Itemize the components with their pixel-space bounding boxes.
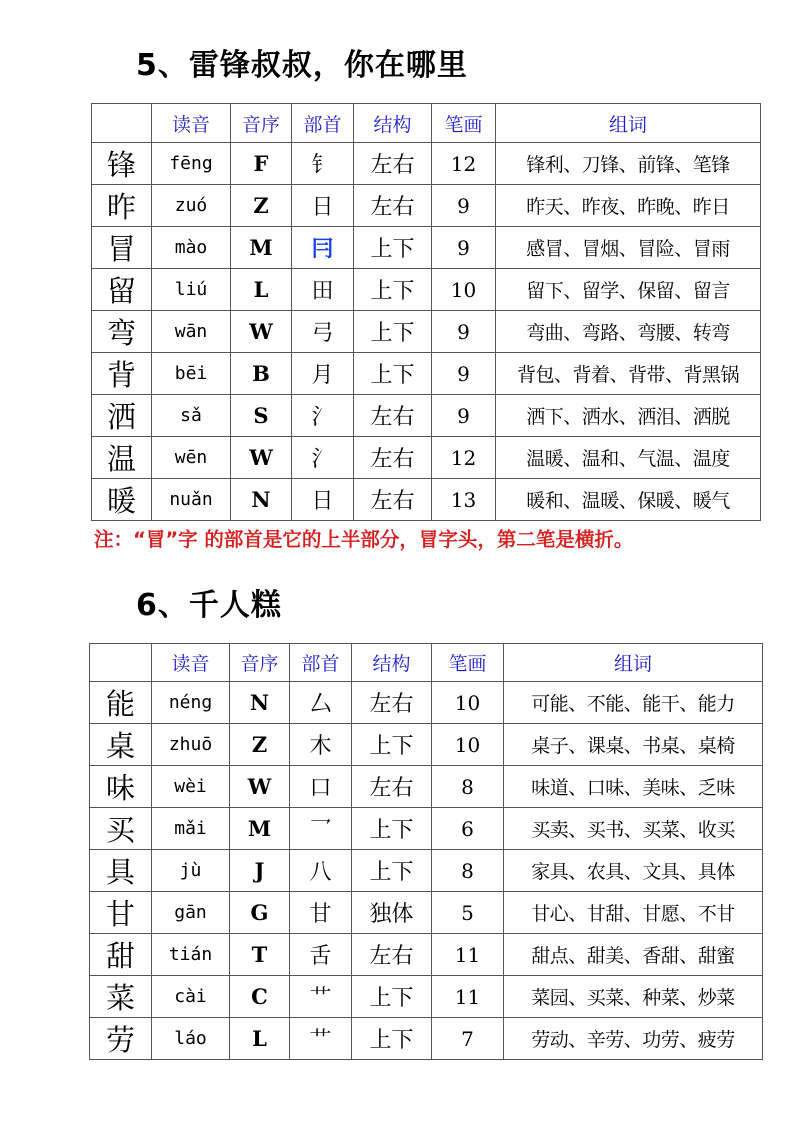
table-row [92,311,761,353]
structure-cell: 左右 [354,185,432,227]
strokes-cell: 13 [432,479,496,521]
character-cell: 背 [92,353,152,395]
radical-cell: 口 [290,766,352,808]
structure-cell: 左右 [354,437,432,479]
pinyin-cell: mǎi [152,808,230,850]
radical-cell: 舌 [290,934,352,976]
words-cell: 家具、农具、文具、具体 [504,850,763,892]
order-cell: Z [230,724,290,766]
section-title-leifeng: 5、雷锋叔叔，你在哪里 [136,48,468,83]
radical-cell: 艹 [290,976,352,1018]
structure-cell: 上下 [352,808,432,850]
pinyin-cell: néng [152,682,230,724]
words-cell: 洒下、洒水、洒泪、洒脱 [496,395,761,437]
table-row [90,892,763,934]
table-row [90,766,763,808]
character-cell: 能 [90,682,152,724]
radical-cell: 氵 [292,437,354,479]
radical-cell-highlighted: 冃 [292,227,354,269]
table-row [90,976,763,1018]
order-cell: T [230,934,290,976]
table-row [90,1018,763,1060]
header-structure: 结构 [354,104,432,143]
pinyin-cell: jù [152,850,230,892]
table-header-row [92,104,761,143]
header-strokes: 笔画 [432,644,504,682]
order-cell: J [230,850,290,892]
structure-cell: 左右 [354,479,432,521]
strokes-cell: 9 [432,185,496,227]
character-cell: 买 [90,808,152,850]
structure-cell: 上下 [354,269,432,311]
table-row [90,850,763,892]
words-cell: 温暖、温和、气温、温度 [496,437,761,479]
pinyin-cell: tián [152,934,230,976]
order-cell: M [231,227,292,269]
pinyin-cell: fēng [152,143,231,185]
structure-cell: 左右 [352,934,432,976]
radical-note: 注：“冒”字 的部首是它的上半部分，冒字头，第二笔是横折。 [94,528,634,551]
radical-cell: 日 [292,185,354,227]
pinyin-cell: wèi [152,766,230,808]
order-cell: B [231,353,292,395]
order-cell: Z [231,185,292,227]
pinyin-cell: nuǎn [152,479,231,521]
order-cell: N [230,682,290,724]
strokes-cell: 7 [432,1018,504,1060]
words-cell: 锋利、刀锋、前锋、笔锋 [496,143,761,185]
character-cell: 劳 [90,1018,152,1060]
pinyin-cell: sǎ [152,395,231,437]
order-cell: N [231,479,292,521]
order-cell: G [230,892,290,934]
strokes-cell: 12 [432,437,496,479]
words-cell: 味道、口味、美味、乏味 [504,766,763,808]
pinyin-cell: cài [152,976,230,1018]
structure-cell: 上下 [352,850,432,892]
character-cell: 洒 [92,395,152,437]
order-cell: W [230,766,290,808]
radical-cell: 八 [290,850,352,892]
header-pinyin: 读音 [152,644,230,682]
words-cell: 留下、留学、保留、留言 [496,269,761,311]
pinyin-cell: mào [152,227,231,269]
words-cell: 菜园、买菜、种菜、炒菜 [504,976,763,1018]
words-cell: 买卖、买书、买菜、收买 [504,808,763,850]
strokes-cell: 10 [432,682,504,724]
words-cell: 甜点、甜美、香甜、甜蜜 [504,934,763,976]
radical-cell: 艹 [290,1018,352,1060]
words-cell: 暖和、温暖、保暖、暖气 [496,479,761,521]
order-cell: L [231,269,292,311]
header-radical: 部首 [292,104,354,143]
order-cell: S [231,395,292,437]
pinyin-cell: gān [152,892,230,934]
words-cell: 劳动、辛劳、功劳、疲劳 [504,1018,763,1060]
words-cell: 桌子、课桌、书桌、桌椅 [504,724,763,766]
order-cell: M [230,808,290,850]
character-cell: 桌 [90,724,152,766]
header-blank [90,644,152,682]
table-row [92,479,761,521]
character-cell: 留 [92,269,152,311]
header-order: 音序 [231,104,292,143]
table-row [90,808,763,850]
header-strokes: 笔画 [432,104,496,143]
strokes-cell: 9 [432,395,496,437]
header-words: 组词 [504,644,763,682]
header-structure: 结构 [352,644,432,682]
words-cell: 感冒、冒烟、冒险、冒雨 [496,227,761,269]
section-title-qianrengao: 6、千人糕 [136,588,282,623]
radical-cell: 木 [290,724,352,766]
structure-cell: 上下 [352,976,432,1018]
strokes-cell: 9 [432,227,496,269]
strokes-cell: 10 [432,269,496,311]
strokes-cell: 12 [432,143,496,185]
character-cell: 菜 [90,976,152,1018]
pinyin-cell: liú [152,269,231,311]
table-row [92,185,761,227]
table-row [92,143,761,185]
strokes-cell: 8 [432,850,504,892]
table-row [92,227,761,269]
pinyin-cell: wēn [152,437,231,479]
structure-cell: 独体 [352,892,432,934]
structure-cell: 上下 [352,1018,432,1060]
strokes-cell: 11 [432,976,504,1018]
order-cell: W [231,437,292,479]
words-cell: 背包、背着、背带、背黑锅 [496,353,761,395]
table-row [90,724,763,766]
strokes-cell: 9 [432,311,496,353]
header-radical: 部首 [290,644,352,682]
radical-cell: 弓 [292,311,354,353]
radical-cell: 氵 [292,395,354,437]
order-cell: F [231,143,292,185]
words-cell: 可能、不能、能干、能力 [504,682,763,724]
header-pinyin: 读音 [152,104,231,143]
radical-cell: 钅 [292,143,354,185]
header-order: 音序 [230,644,290,682]
character-cell: 暖 [92,479,152,521]
table-row [92,269,761,311]
order-cell: L [230,1018,290,1060]
pinyin-cell: zuó [152,185,231,227]
character-cell: 温 [92,437,152,479]
character-cell: 冒 [92,227,152,269]
table-row [92,353,761,395]
order-cell: C [230,976,290,1018]
character-table-qianrengao [89,643,763,1060]
header-words: 组词 [496,104,761,143]
strokes-cell: 11 [432,934,504,976]
character-cell: 具 [90,850,152,892]
words-cell: 弯曲、弯路、弯腰、转弯 [496,311,761,353]
table-row [92,437,761,479]
header-blank [92,104,152,143]
structure-cell: 上下 [354,311,432,353]
strokes-cell: 6 [432,808,504,850]
strokes-cell: 9 [432,353,496,395]
radical-cell: 日 [292,479,354,521]
character-table-leifeng [91,103,761,521]
character-cell: 锋 [92,143,152,185]
radical-cell: 乛 [290,808,352,850]
table-row [90,934,763,976]
words-cell: 甘心、甘甜、甘愿、不甘 [504,892,763,934]
character-cell: 味 [90,766,152,808]
radical-cell: 田 [292,269,354,311]
structure-cell: 上下 [352,724,432,766]
structure-cell: 左右 [354,395,432,437]
character-cell: 甜 [90,934,152,976]
table-row [92,395,761,437]
strokes-cell: 5 [432,892,504,934]
structure-cell: 上下 [354,227,432,269]
character-cell: 甘 [90,892,152,934]
pinyin-cell: wān [152,311,231,353]
strokes-cell: 8 [432,766,504,808]
structure-cell: 左右 [354,143,432,185]
radical-cell: 月 [292,353,354,395]
character-cell: 昨 [92,185,152,227]
radical-cell: 厶 [290,682,352,724]
radical-cell: 甘 [290,892,352,934]
structure-cell: 上下 [354,353,432,395]
strokes-cell: 10 [432,724,504,766]
table-row [90,682,763,724]
pinyin-cell: bēi [152,353,231,395]
order-cell: W [231,311,292,353]
words-cell: 昨天、昨夜、昨晚、昨日 [496,185,761,227]
structure-cell: 左右 [352,682,432,724]
character-cell: 弯 [92,311,152,353]
pinyin-cell: zhuō [152,724,230,766]
pinyin-cell: láo [152,1018,230,1060]
table-header-row [90,644,763,682]
structure-cell: 左右 [352,766,432,808]
